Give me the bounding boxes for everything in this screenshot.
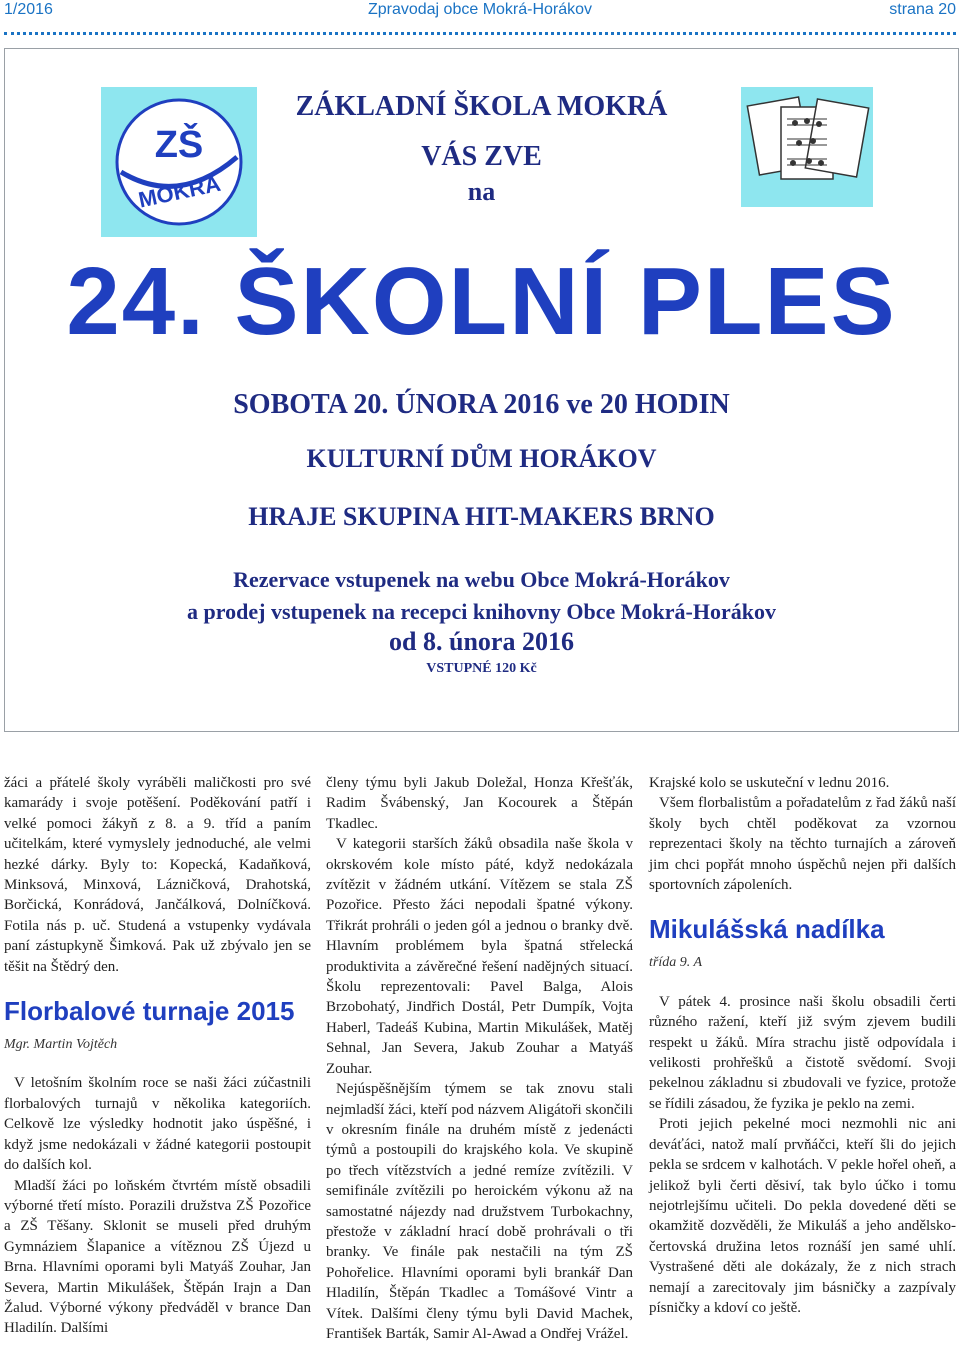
article-heading-florbal: Florbalové turnaje 2015 [4, 996, 295, 1027]
page-number: strana 20 [889, 1, 956, 18]
paragraph: Nejúspěšnějším týmem se tak znovu stali nejmladší žáci, kteří pod názvem Aligátoři skončili v okresním finále na druhém místě z jedenácti týmů a postoupili do krajského kola. Ve skupině po třech vítězstvích a jedné remíze zvítězili. V semifinále zvítězili po heroickém výkonu až na samostatné nájezdy nad družstvem Turbokachny, přestože v základní hrací době prohrávali o tři branky. Ve finále pak nestačili na tým ZŠ Pohořelice. Hlavními oporami byli brankář Dan Hladilín, Štěpán Tkadlec a Tomášové Vintr a Vítek. Dalšími členy týmu byli David Machek, František Barták, Samir Al-Awad a Ondřej Vrážel. [326, 1081, 633, 1342]
article-author: třída 9. A [649, 955, 703, 971]
svg-text:MOKRÁ: MOKRÁ [136, 170, 223, 213]
paragraph: Krajské kolo se uskuteční v lednu 2016. [649, 775, 890, 791]
article-heading-mikulas: Mikulášská nadílka [649, 914, 885, 945]
svg-text:ZŠ: ZŠ [154, 124, 204, 166]
poster-date: SOBOTA 20. ÚNORA 2016 ve 20 HODIN [233, 389, 730, 420]
paragraph: V pátek 4. prosince naši školu obsadili čerti různého ražení, kteří již svým zjevem budili respekt u žáků. Míra strachu jistě odpovídala i velikosti prohřešků a čistotě svědomí. Svoji pekelnou základnu si zbudovali ve fyzice, protože se řídili zásadou, že fyzika je peklo na zemi. [649, 993, 956, 1112]
paragraph: Proti jejich pekelné moci nezmohli nic ani deváťáci, natož malí prvňáčci, kteří šli do jejich pekla se srdcem v kalhotách. V pekle hořel oheň, a jelikož byli čerti děsiví, tak bylo účko i tomu nejotrlejšímu učiteli. Do pekla dovedené děti se okamžitě dozvěděli, že Mikuláš a jeho andělsko-čertovská družina letos roznáší jen samé uhlí. Vystrašené děti ale dokázaly, že z nich strach nemají a zarecitovaly jim básničky a zazpívaly písničky a kdoví co ještě. [649, 1116, 956, 1316]
paragraph: Všem florbalistům a pořadatelům z řad žáků naší školy bych chtěl poděkovat za vzornou reprezentaci školy na těchto turnajích a zároveň jim chci popřát mnoho úspěchů nejen při dalších sportovních zápoleních. [649, 795, 956, 894]
paragraph: žáci a přátelé školy vyráběli maličkosti pro své kamarády i svoje potěšení. Poděkování patří i velké pomoci žákyň z 8. a 9. tříd a paním učitelkám, které vymyslely jednoduché, ale velmi hezké dárky. Byly to: Kopecká, Kadaňková, Minksová, Minxová, Lázničková, Drahotská, Borčická, Konrádová, Jančálková, Dolníčková. Fotila nás p. uč. Studená a vstupenky vydávala paní zástupkyně Šimková. Pak už zbývalo jen se těšit na Štědrý den. [4, 775, 311, 975]
column-2 [326, 773, 633, 1344]
poster-sale-date: od 8. února 2016 [389, 627, 574, 656]
paragraph: členy týmu byli Jakub Doležal, Honza Křešťák, Radim Švábenský, Jan Kocourek a Štěpán Tkadlec. [326, 775, 633, 832]
poster-price: VSTUPNÉ 120 Kč [426, 661, 537, 676]
poster-to: na [467, 177, 496, 206]
paragraph: Mladší žáci po loňském čtvrtém místě obsadili výborné třetí místo. Porazili družstva ZŠ Pozořice a ZŠ Těšany. Sklonit se museli před druhým Gymnáziem Šlapanice a vítěznou ZŠ Újezd u Brna. Hlavními oporami byli Matyáš Zouhar, Jan Severa, Martin Mikulášek, Štěpán Irajn a Dan Žalud. Výborné výkony předváděl v brance Dan Hladilín. Dalšími [4, 1177, 311, 1337]
issue-number: 1/2016 [4, 1, 53, 18]
article-author: Mgr. Martin Vojtěch [4, 1037, 118, 1053]
column-3 [649, 773, 956, 1318]
ball-poster [4, 48, 959, 732]
paragraph: V letošním školním roce se naši žáci zúčastnili florbalových turnajů v několika kategoriích. Celkově lze výsledky hodnotit jako úspěšné, i když jsme nedokázali v žádné kategorii postoupit do dalších kol. [4, 1075, 311, 1174]
poster-reservation: Rezervace vstupenek na webu Obce Mokrá-Horákov [233, 567, 730, 592]
poster-invite: VÁS ZVE [421, 141, 542, 172]
publication-title: Zpravodaj obce Mokrá-Horákov [367, 1, 593, 18]
poster-band: HRAJE SKUPINA HIT-MAKERS BRNO [248, 502, 715, 531]
poster-sale: a prodej vstupenek na recepci knihovny Obce Mokrá-Horákov [187, 599, 776, 624]
poster-school-name: ZÁKLADNÍ ŠKOLA MOKRÁ [295, 91, 668, 122]
paragraph: V kategorii starších žáků obsadila naše škola v okrskovém kole místo páté, když nedokázala zvítězit v žádném utkání. Vítězem se stala ZŠ Pozořice. Přesto žáci nepodali špatné výkony. Třikrát prohráli o jeden gól a jednou o branky dvě. Hlavním problémem byla špatná střelecká produktivita a závěrečné řešení nadějných situací. Školu reprezentovali: Pavel Balga, Alois Brzobohatý, Jindřich Dostál, Petr Dumpík, Vojta Haberl, Tadeáš Kubina, Martin Mikulášek, Matěj Sehnal, Jan Severa, Jakub Zouhar a Matyáš Zouhar. [326, 836, 633, 1077]
page-header [0, 0, 960, 26]
column-1 [4, 773, 311, 1339]
header-divider [4, 32, 956, 35]
poster-headline: 24. ŠKOLNÍ PLES [66, 248, 897, 355]
poster-venue: KULTURNÍ DŮM HORÁKOV [306, 444, 657, 473]
